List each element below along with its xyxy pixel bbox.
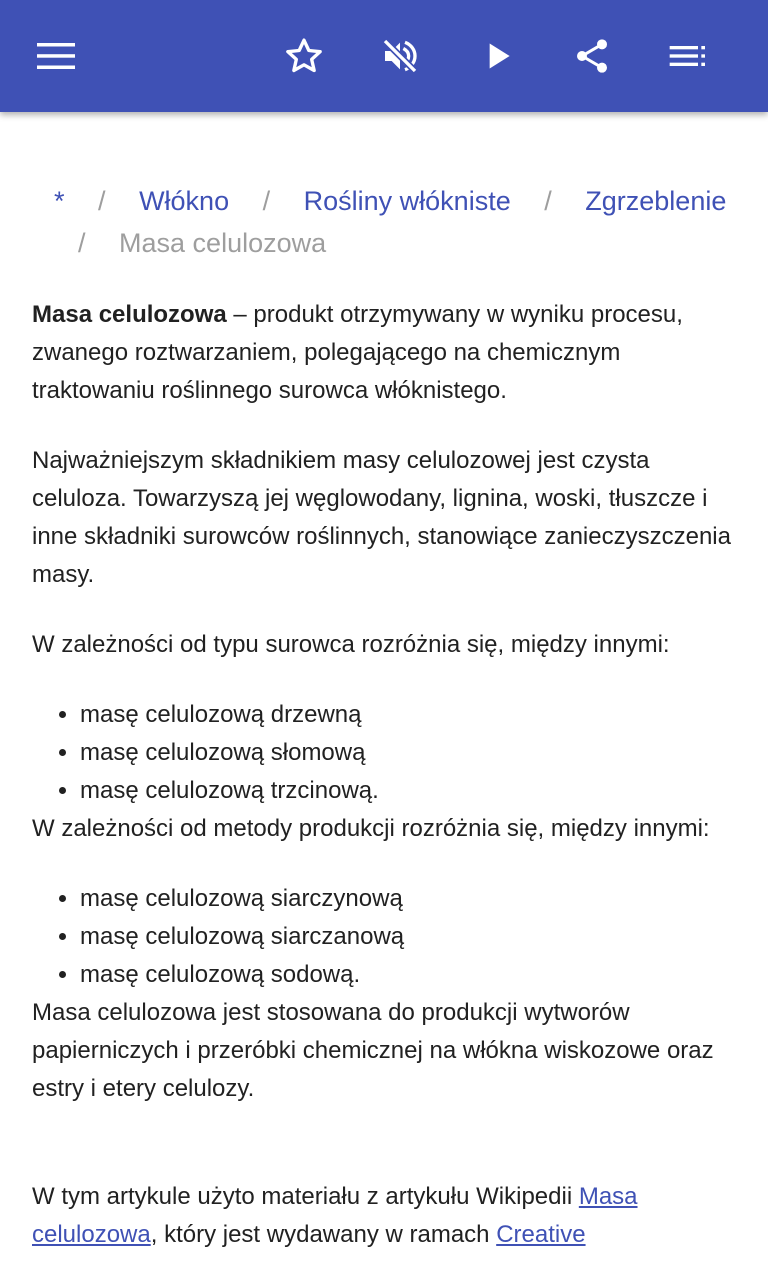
breadcrumb-link-wlokno[interactable]: Włókno	[139, 186, 230, 216]
breadcrumb-separator: /	[262, 186, 271, 216]
share-icon	[572, 36, 612, 76]
star-outline-icon	[284, 36, 324, 76]
list-item: • masę celulozową siarczanową	[80, 918, 736, 956]
volume-off-icon	[380, 36, 420, 76]
article-intro	[32, 296, 736, 410]
breadcrumb	[32, 180, 736, 264]
license-link[interactable]: Creative	[496, 1221, 586, 1248]
play-button[interactable]	[470, 28, 526, 84]
menu-button[interactable]	[28, 28, 84, 84]
app-toolbar	[0, 0, 768, 112]
production-method-list	[32, 880, 736, 994]
favorite-button[interactable]	[276, 28, 332, 84]
breadcrumb-separator: /	[78, 228, 86, 258]
contents-button[interactable]	[660, 28, 716, 84]
list-item: • masę celulozową drzewną	[80, 696, 736, 734]
breadcrumb-separator: /	[544, 186, 552, 216]
raw-material-list	[32, 696, 736, 810]
attribution-text: W tym artykule użyto materiału z artykułu Wikipedii	[32, 1183, 579, 1210]
breadcrumb-home-link[interactable]: *	[54, 186, 65, 216]
share-button[interactable]	[564, 28, 620, 84]
list-item: • masę celulozową sodową.	[80, 956, 736, 994]
article-body	[32, 296, 736, 1254]
list-item: • masę celulozową słomową	[80, 734, 736, 772]
hamburger-menu-icon	[37, 42, 75, 70]
article-paragraph: W zależności od typu surowca rozróżnia się, między innymi:	[32, 631, 670, 658]
wikipedia-article-link[interactable]: Masa celulozowa	[32, 1183, 638, 1248]
list-item: • masę celulozową siarczynową	[80, 880, 736, 918]
intro-text: – produkt otrzymywany w wyniku procesu, zwanego roztwarzaniem, polegającego na chemicznym traktowaniu roślinnego surowca włóknistego.	[32, 301, 683, 404]
breadcrumb-separator: /	[98, 186, 106, 216]
list-item: • masę celulozową trzcinową.	[80, 772, 736, 810]
breadcrumb-current: Masa celulozowa	[119, 228, 327, 258]
article-title-term: Masa celulozowa	[32, 301, 227, 328]
article-paragraph: Masa celulozowa jest stosowana do produkcji wytworów papierniczych i przeróbki chemicznej na włókna wiskozowe oraz estry i etery celulozy.	[32, 999, 714, 1102]
attribution-text: , który jest wydawany w ramach	[150, 1221, 497, 1248]
article-paragraph: Najważniejszym składnikiem masy celulozowej jest czysta celuloza. Towarzyszą jej węglowodany, lignina, woski, tłuszcze i inne składniki surowców roślinnych, stanowiące zanieczyszczenia masy.	[32, 447, 731, 588]
article-paragraph: W zależności od metody produkcji rozróżnia się, między innymi:	[32, 815, 710, 842]
attribution	[32, 1178, 736, 1254]
breadcrumb-link-rosliny-wlokniste[interactable]: Rośliny włókniste	[303, 186, 511, 216]
breadcrumb-link-zgrzeblenie[interactable]: Zgrzeblenie	[585, 186, 727, 216]
mute-button[interactable]	[372, 28, 428, 84]
table-of-contents-icon	[668, 36, 708, 76]
play-icon	[478, 36, 518, 76]
